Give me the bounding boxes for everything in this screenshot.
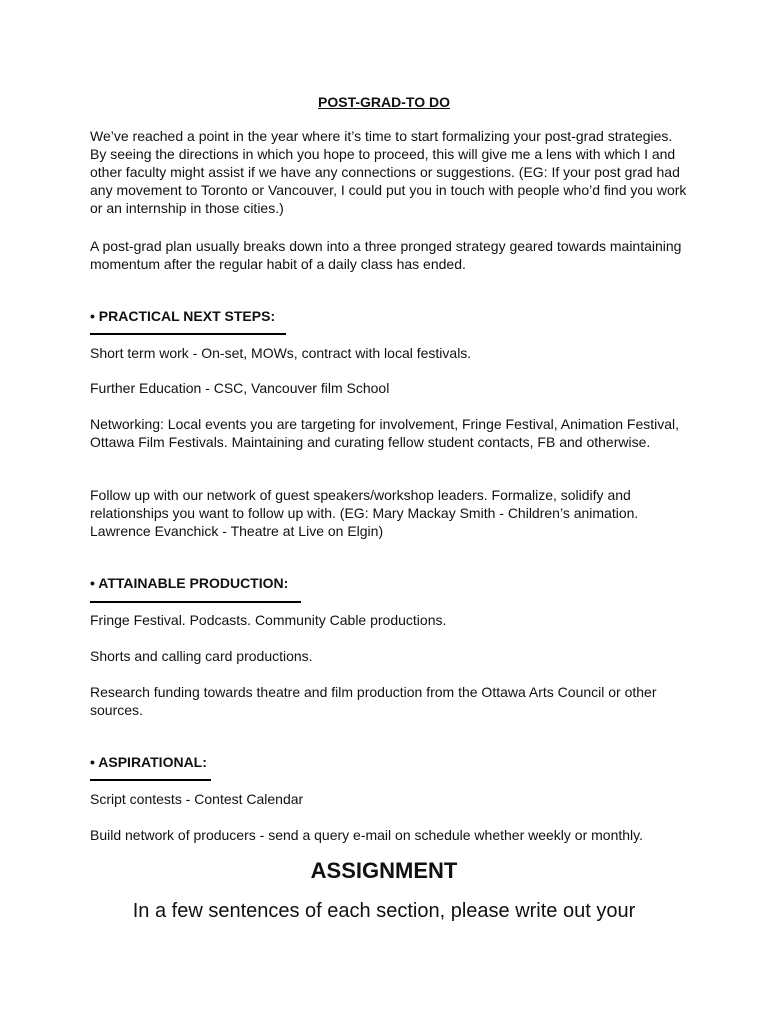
document-title: POST-GRAD-TO DO bbox=[318, 94, 450, 110]
practical-item-2: Further Education - CSC, Vancouver film School bbox=[90, 380, 390, 396]
intro-paragraph-2: A post-grad plan usually breaks down into a three pronged strategy geared towards maintaining momentum after the regular habit of a daily class has ended. bbox=[90, 238, 682, 272]
attainable-item-3: Research funding towards theatre and film production from the Ottawa Arts Council or other sources. bbox=[90, 684, 657, 718]
aspirational-item-2: Build network of producers - send a query e-mail on schedule whether weekly or monthly. bbox=[90, 827, 644, 843]
attainable-item-1: Fringe Festival. Podcasts. Community Cable productions. bbox=[90, 612, 447, 628]
intro-paragraph-1: We’ve reached a point in the year where it’s time to start formalizing your post-grad strategies. By seeing the directions in which you hope to proceed, this will give me a lens with which I and other faculty might assist if we have any connections or suggestions. (EG: If your post grad had any movement to Toronto or Vancouver, I could put you in touch with people who’d find you work or an internship in those cities.) bbox=[90, 128, 687, 216]
practical-item-1: Short term work - On-set, MOWs, contract with local festivals. bbox=[90, 345, 472, 361]
section-heading-practical: • PRACTICAL NEXT STEPS: bbox=[90, 308, 276, 324]
aspirational-item-1: Script contests - Contest Calendar bbox=[90, 791, 304, 807]
heading-underline bbox=[90, 333, 286, 335]
heading-underline bbox=[90, 779, 211, 781]
section-heading-aspirational: • ASPIRATIONAL: bbox=[90, 754, 207, 770]
heading-underline bbox=[90, 601, 301, 603]
assignment-title: ASSIGNMENT bbox=[310, 858, 458, 883]
section-heading-attainable: • ATTAINABLE PRODUCTION: bbox=[90, 575, 289, 591]
practical-item-4: Follow up with our network of guest speakers/workshop leaders. Formalize, solidify and relationships you want to follow up with. (EG: Mary Mackay Smith - Children’s animation. Lawrence Evanchick - Theatre at Live on Elgin) bbox=[90, 487, 639, 539]
practical-item-3: Networking: Local events you are targeting for involvement, Fringe Festival, Animation Festival, Ottawa Film Festivals. Maintaining and curating fellow student contacts, FB and otherwise. bbox=[90, 416, 680, 450]
assignment-text: In a few sentences of each section, please write out your bbox=[132, 900, 636, 922]
attainable-item-2: Shorts and calling card productions. bbox=[90, 648, 313, 664]
